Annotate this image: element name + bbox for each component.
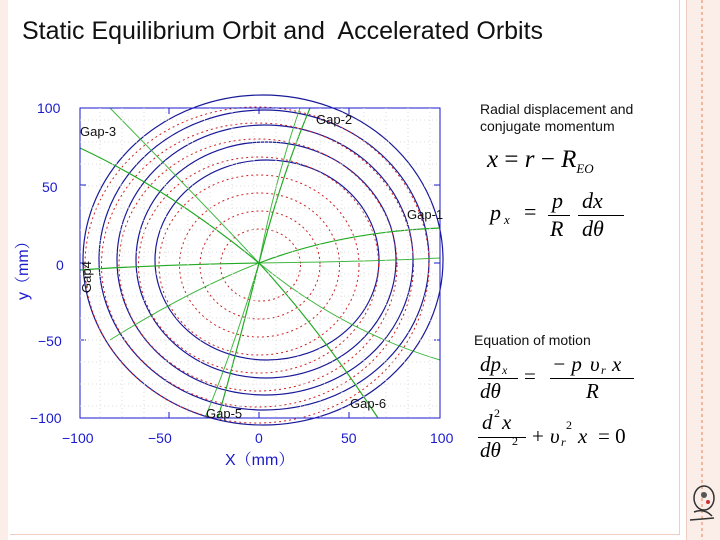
x-tick-label: 0 <box>255 430 263 446</box>
slide-title: Static Equilibrium Orbit and Accelerated Orbits <box>22 17 544 45</box>
equilibrium-orbit <box>102 123 414 407</box>
x-tick-label: −100 <box>62 430 94 446</box>
gap-3-label: Gap-3 <box>80 124 117 139</box>
gap-1-label: Gap-1 <box>407 207 444 222</box>
equation-of-motion-2: d 2 x dθ 2 + υ r 2 x = 0 <box>480 406 626 462</box>
y-tick-label: −50 <box>38 333 62 349</box>
y-tick-label: −100 <box>30 410 62 426</box>
slide-logo-icon <box>684 482 720 528</box>
x-tick-label: 100 <box>430 430 454 446</box>
gap-4-label: Gap4 <box>79 261 94 293</box>
equation-of-motion-1: dp x dθ = − p υ r x R <box>478 352 658 406</box>
x-tick-label: 50 <box>341 430 357 446</box>
momentum-equation: p x = p R dx dθ <box>490 188 640 244</box>
equilibrium-orbit <box>200 211 320 319</box>
y-tick-label: 50 <box>42 179 58 195</box>
x-axis-label: X（mm） <box>225 452 295 469</box>
radial-displacement-heading: Radial displacement and conjugate momentum <box>480 101 634 134</box>
gap-6-label: Gap-6 <box>350 396 387 411</box>
gap-lines <box>80 108 440 418</box>
accelerated-orbit <box>117 125 413 395</box>
equation-of-motion-heading: Equation of motion <box>474 332 591 348</box>
gap-2-label: Gap-2 <box>316 112 353 127</box>
x-tick-label: −50 <box>148 430 172 446</box>
gap-5-label: Gap-5 <box>206 406 243 421</box>
y-tick-label: 0 <box>56 257 64 273</box>
equilibrium-orbit <box>180 193 340 337</box>
y-tick-label: 100 <box>37 100 61 116</box>
displacement-equation: $x = r - R_{EO}$ <box>487 146 594 176</box>
gap-line-extension-3 <box>259 263 440 360</box>
y-axis-label: y（mm） <box>15 233 32 300</box>
